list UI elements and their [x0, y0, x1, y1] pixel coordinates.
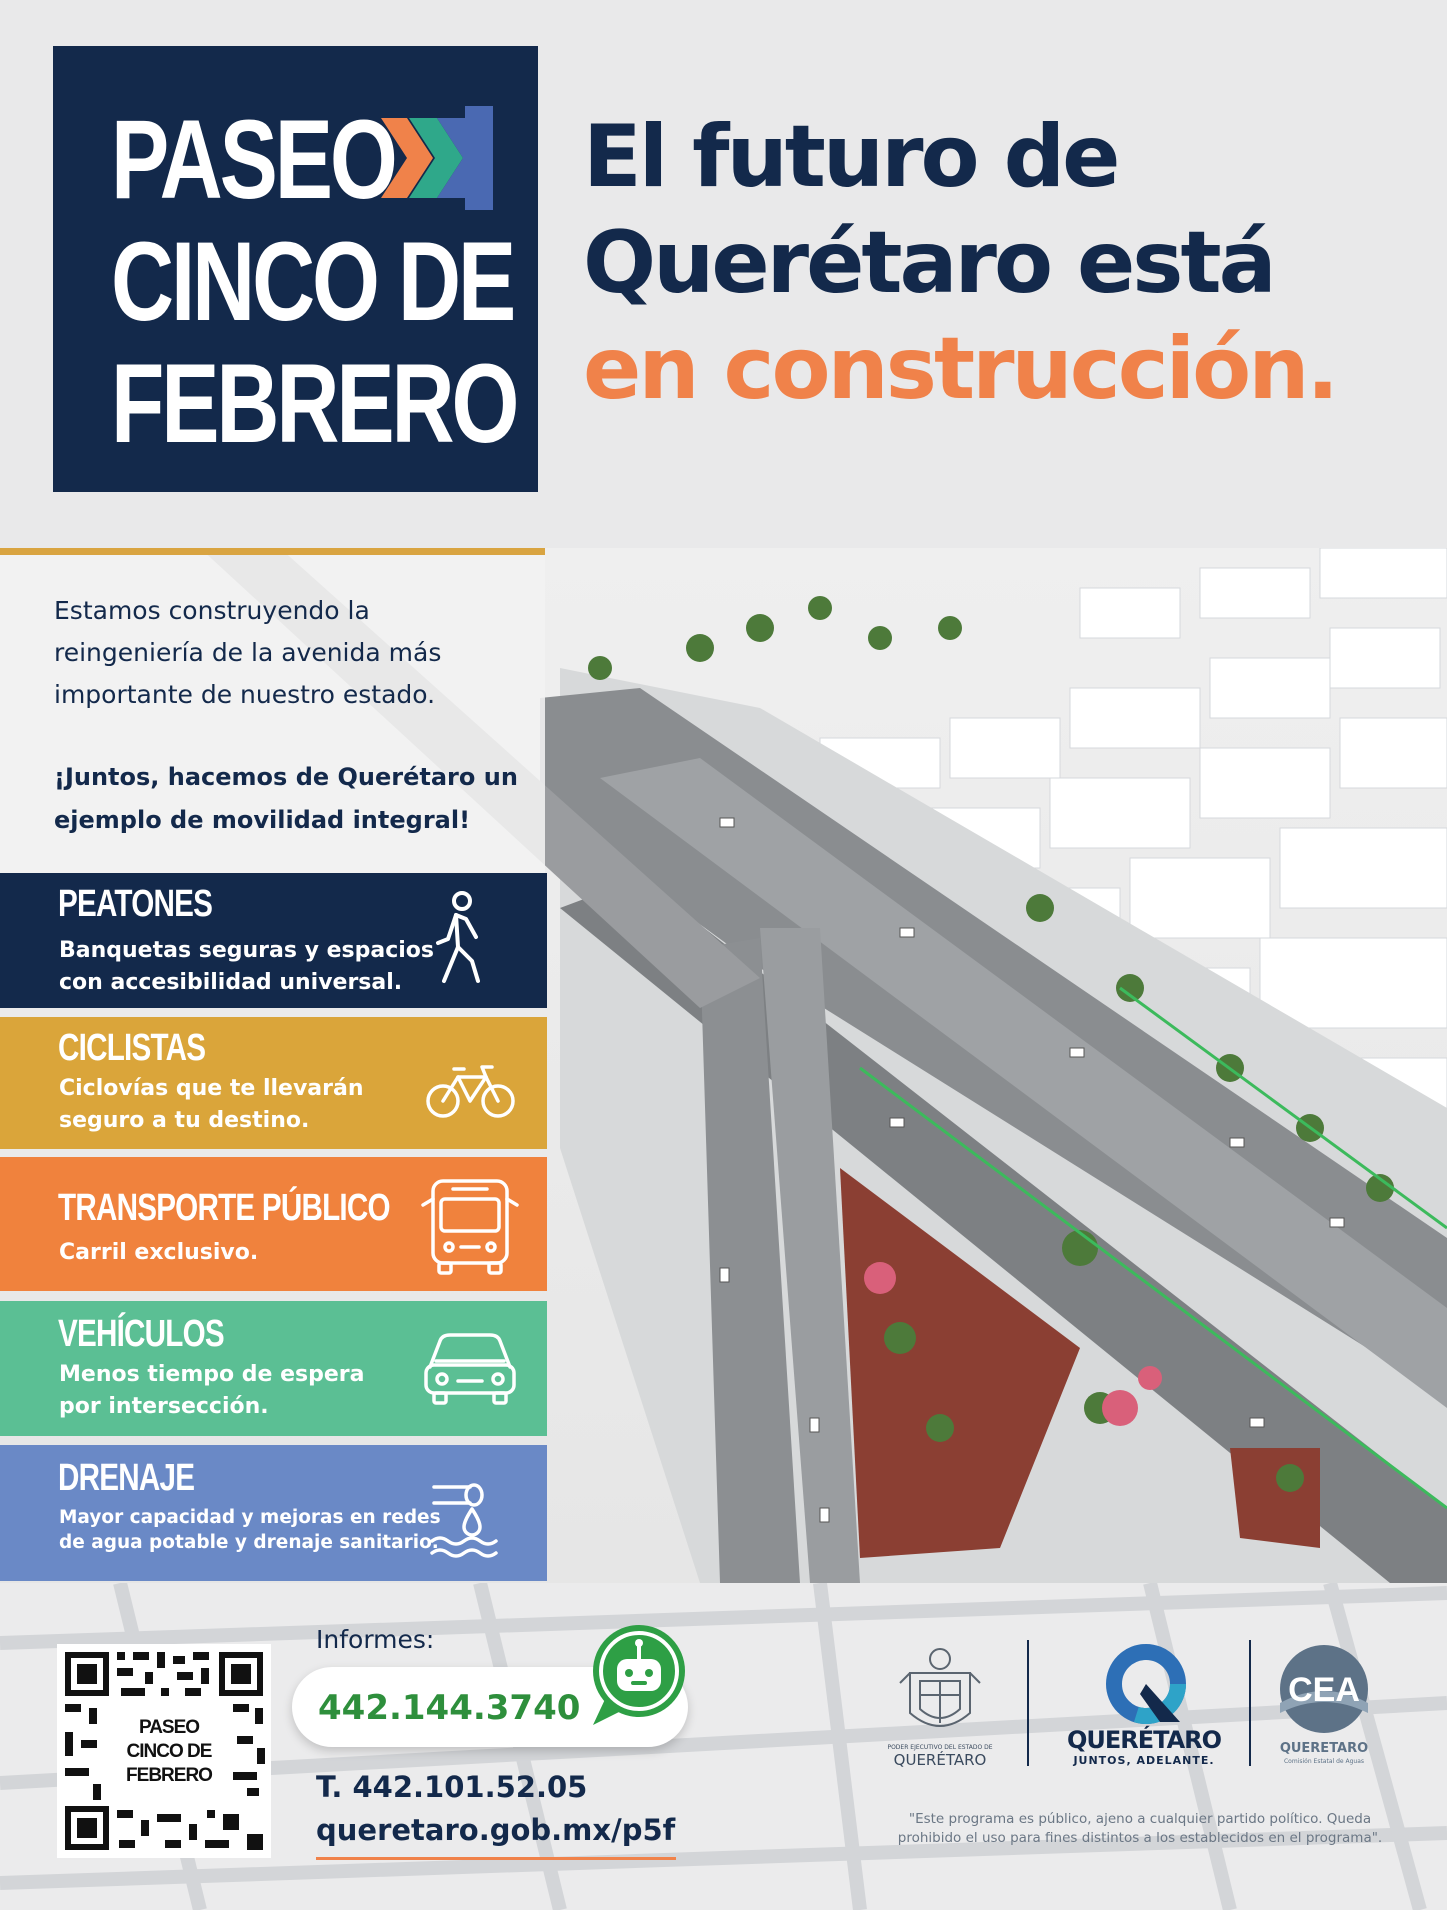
pedestrian-icon [434, 891, 490, 987]
band-transporte [0, 1157, 547, 1291]
informes-label: Informes: [316, 1625, 435, 1654]
whatsapp-number[interactable]: 442.144.3740 [318, 1688, 581, 1728]
band-peatones [0, 873, 547, 1008]
gov-label: PODER EJECUTIVO DEL ESTADO DE [887, 1744, 993, 1751]
queretaro-wordmark: QUERÉTARO [1066, 1726, 1222, 1754]
qr-code[interactable] [57, 1644, 271, 1858]
logo-line-2: CINCO DE [111, 219, 514, 344]
qr-logo-line-2: CINCO DE [126, 1741, 212, 1762]
band-desc-line-2: seguro a tu destino. [59, 1108, 310, 1133]
band-drenaje [0, 1445, 547, 1581]
band-title: CICLISTAS [58, 1027, 206, 1069]
qr-logo-line-3: FEBRERO [126, 1765, 212, 1786]
cea-name: QUERETARO [1279, 1741, 1369, 1756]
headline-line-2: Querétaro está [583, 213, 1274, 313]
logo-line-3: FEBRERO [111, 341, 517, 466]
queretaro-q-logo-icon [1060, 1642, 1230, 1726]
gov-name: QUERÉTARO [893, 1751, 987, 1769]
queretaro-slogan: JUNTOS, ADELANTE. [1073, 1754, 1215, 1767]
cea-logo-icon [1278, 1643, 1370, 1735]
qr-logo-text [119, 1716, 219, 1788]
band-desc-line-1: Ciclovías que te llevarán [59, 1076, 364, 1101]
bicycle-icon [426, 1063, 516, 1119]
intro-text: Estamos construyendo la reingeniería de la avenida más importante de nuestro estado. [54, 596, 442, 709]
band-title: VEHÍCULOS [58, 1313, 224, 1355]
cea-subtitle: Comisión Estatal de Aguas [1283, 1758, 1365, 1765]
band-desc-line-1: Menos tiempo de espera [59, 1362, 365, 1387]
band-title: DRENAJE [58, 1457, 195, 1499]
whatsapp-bot-icon[interactable] [583, 1621, 693, 1731]
cea-mark: CEA [1288, 1671, 1360, 1709]
band-desc-line-1: Banquetas seguras y espacios [59, 938, 434, 963]
qr-logo-line-1: PASEO [138, 1717, 200, 1738]
band-title: PEATONES [58, 883, 213, 925]
band-title: TRANSPORTE PÚBLICO [58, 1187, 390, 1229]
url-underline [316, 1857, 676, 1860]
water-pipe-icon [430, 1481, 506, 1559]
paseo-logo [53, 46, 538, 492]
headline-line-1: El futuro de [583, 107, 1118, 207]
telephone[interactable]: T. 442.101.52.05 [316, 1770, 588, 1804]
band-desc-line-1: Mayor capacidad y mejoras en redes [59, 1507, 441, 1528]
band-ciclistas [0, 1017, 547, 1149]
band-desc-line-2: de agua potable y drenaje sanitario. [59, 1532, 439, 1553]
bus-icon [421, 1177, 519, 1277]
band-desc-line-2: con accesibilidad universal. [59, 970, 403, 995]
logo-line-1: PASEO [111, 97, 395, 222]
gold-divider [0, 548, 545, 555]
band-vehiculos [0, 1301, 547, 1436]
state-coat-of-arms-icon [890, 1643, 990, 1743]
double-chevron-icon [381, 106, 493, 210]
website-link[interactable]: queretaro.gob.mx/p5f [316, 1813, 676, 1847]
band-desc-line-2: por intersección. [59, 1394, 269, 1419]
logo-divider [1249, 1640, 1251, 1766]
headline [583, 104, 1336, 422]
logo-divider [1027, 1640, 1029, 1766]
headline-line-3: en construcción. [583, 319, 1337, 419]
intro-bold-text: ¡Juntos, hacemos de Querétaro un ejemplo de movilidad integral! [54, 763, 518, 834]
car-icon [422, 1331, 518, 1407]
band-desc-line-1: Carril exclusivo. [59, 1240, 259, 1265]
legal-disclaimer: "Este programa es público, ajeno a cualquier partido político. Queda prohibido el uso para fines distintos a los establecidos en el programa". [897, 1811, 1383, 1846]
